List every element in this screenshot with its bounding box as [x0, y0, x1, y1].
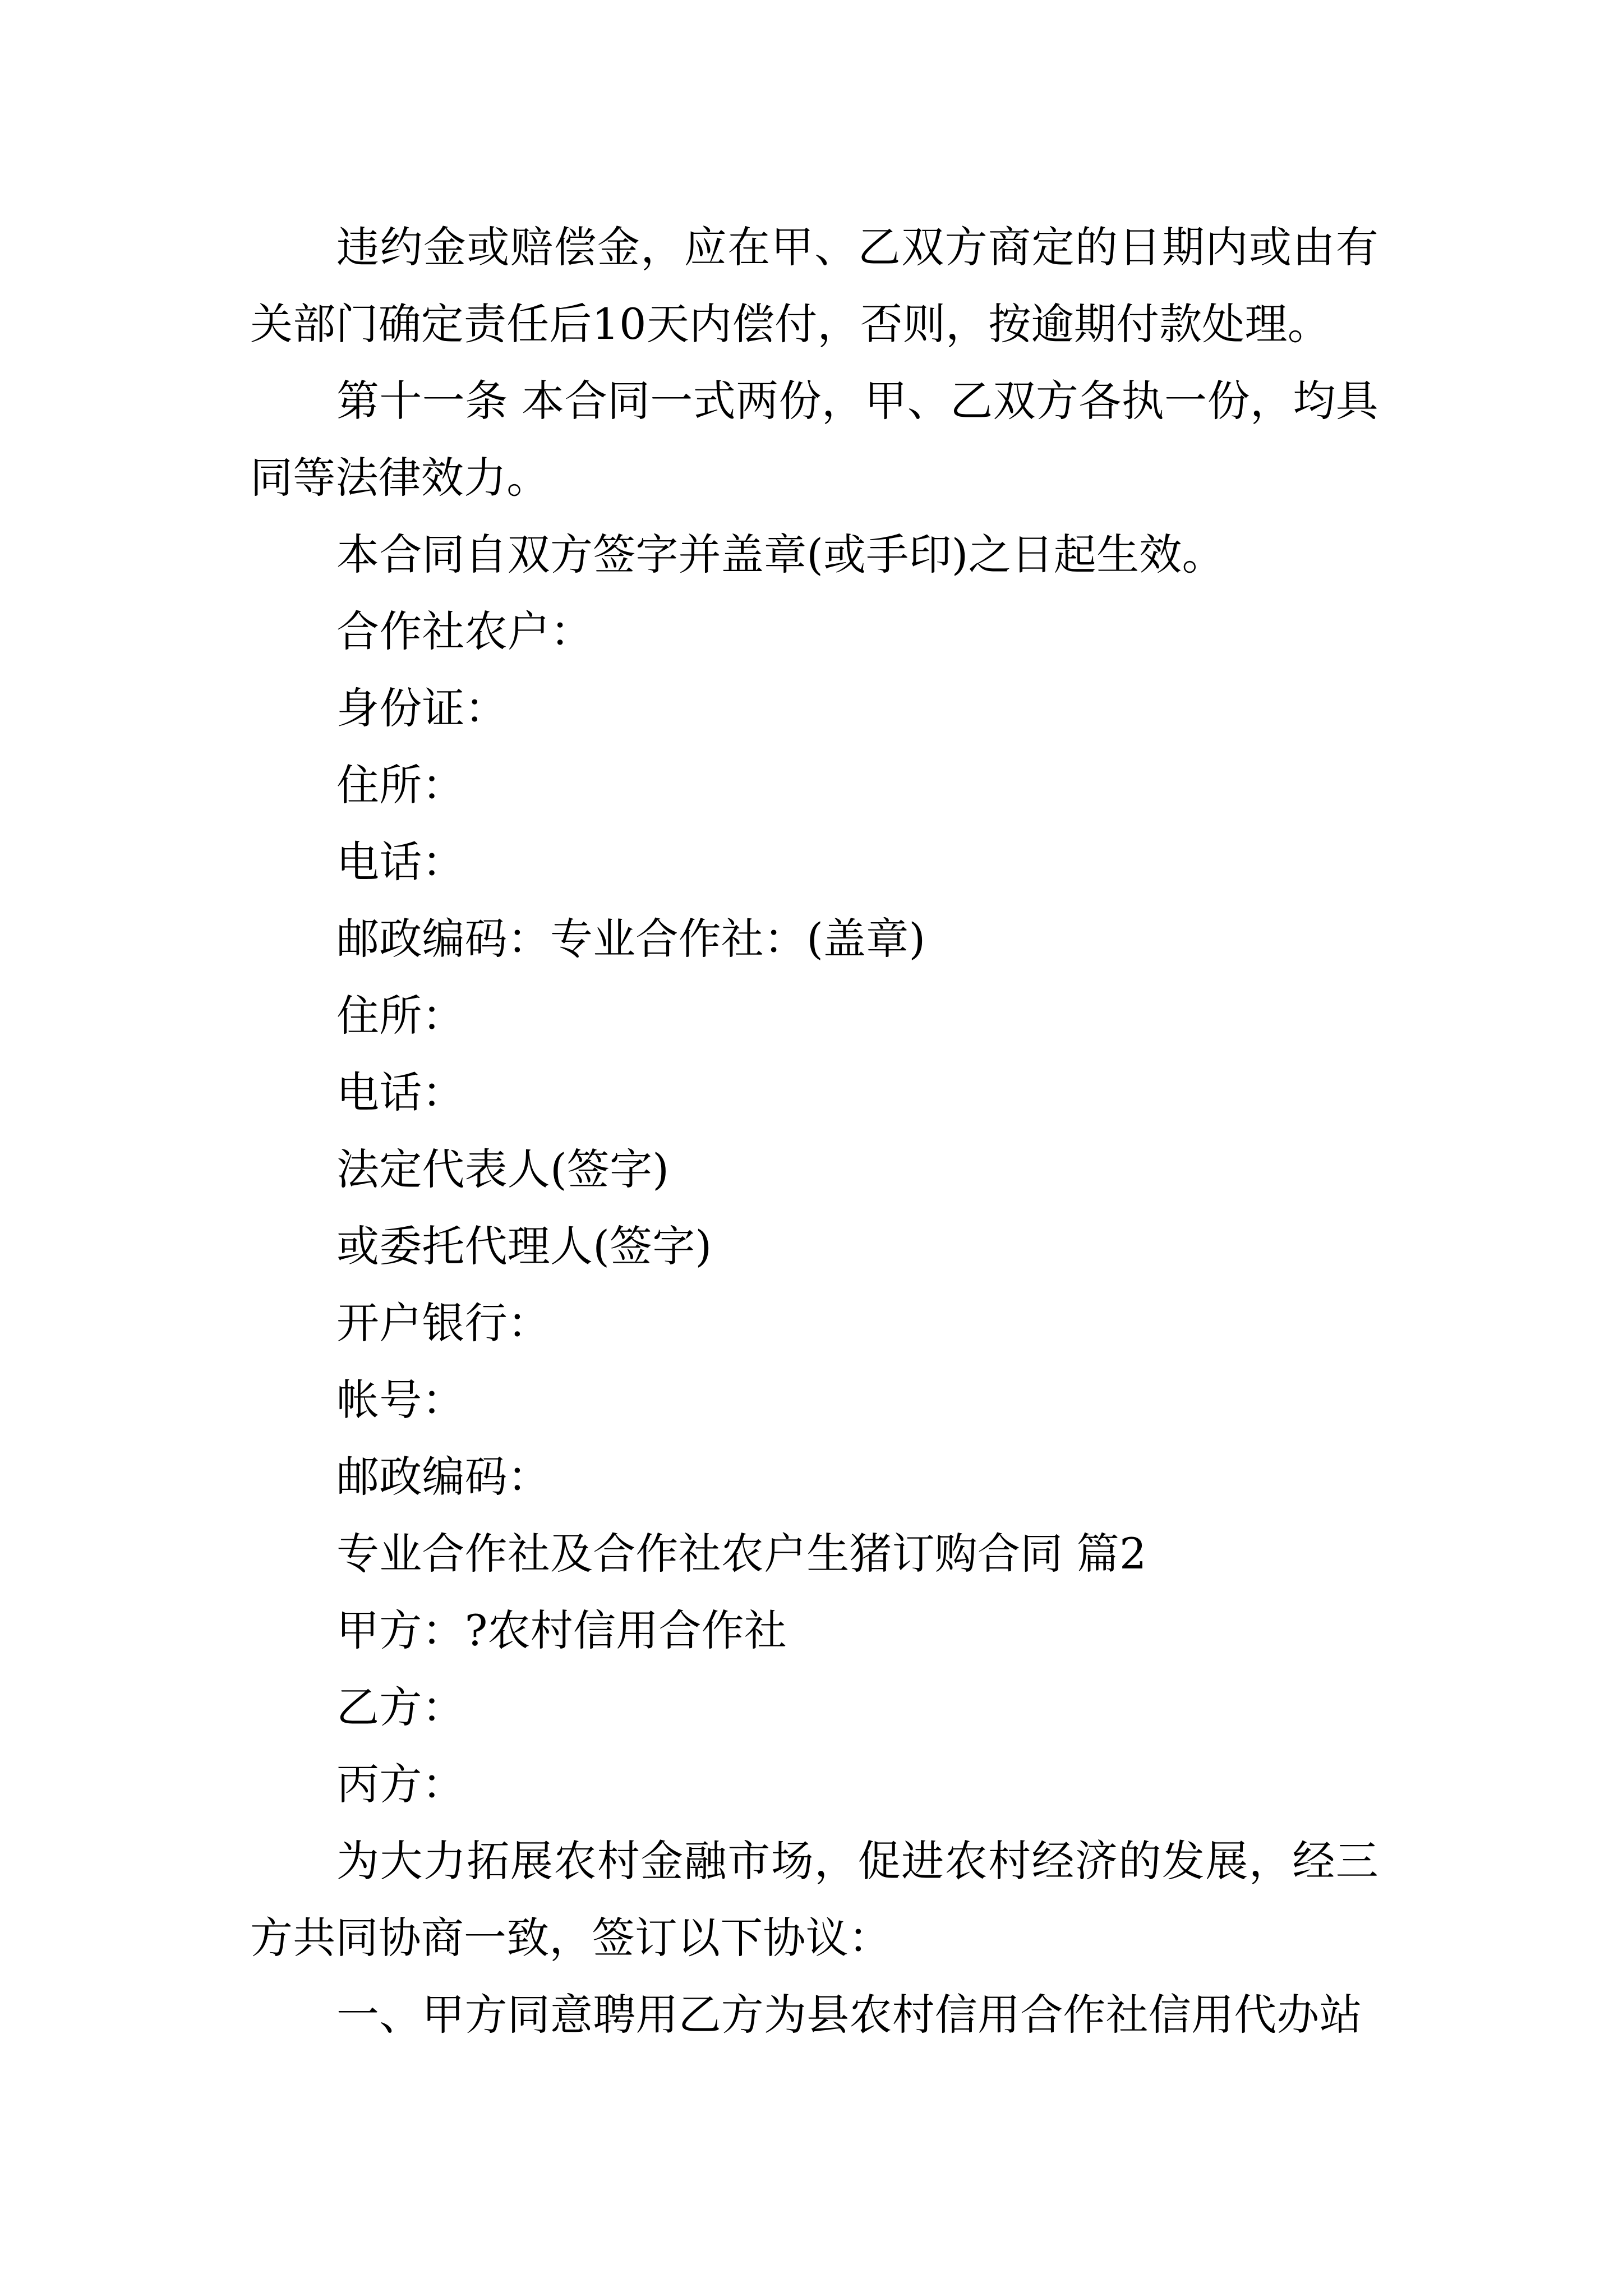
paragraph-clause-one: 一、甲方同意聘用乙方为县农村信用合作社信用代办站 — [336, 1990, 1362, 2040]
field-party-a: 甲方：?农村信用合作社 — [336, 1605, 787, 1655]
field-cooperative-farmer: 合作社农户： — [336, 606, 593, 656]
paragraph-effective-date: 本合同自双方签字并盖章(或手印)之日起生效。 — [336, 530, 1225, 579]
field-authorized-agent: 或委托代理人(签字) — [336, 1221, 712, 1271]
field-id-card: 身份证： — [336, 683, 508, 733]
field-bank: 开户银行： — [336, 1298, 550, 1348]
document-body — [250, 209, 1378, 2053]
field-phone-farmer: 电话： — [336, 837, 465, 887]
field-address-farmer: 住所： — [336, 760, 465, 810]
field-postcode: 邮政编码： — [336, 1452, 550, 1502]
field-phone-cooperative: 电话： — [336, 1068, 465, 1117]
paragraph-article-eleven: 第十一条 本合同一式两份，甲、乙双方各执一份，均具同等法律效力。 — [250, 376, 1378, 503]
section-title-contract-2: 专业合作社及合作社农户生猪订购合同 篇2 — [336, 1529, 1147, 1579]
paragraph-compensation-terms: 违约金或赔偿金，应在甲、乙双方商定的日期内或由有关部门确定责任后10天内偿付，否则，按逾期付款处理。 — [250, 222, 1378, 349]
field-party-b: 乙方： — [336, 1682, 465, 1732]
field-address-cooperative: 住所： — [336, 991, 465, 1041]
paragraph-agreement-intro: 为大力拓展农村金融市场，促进农村经济的发展，经三方共同协商一致，签订以下协议： — [250, 1836, 1378, 1963]
field-party-c: 丙方： — [336, 1759, 465, 1809]
field-account-number: 帐号： — [336, 1375, 465, 1425]
field-postcode-cooperative-seal: 邮政编码：专业合作社：(盖章) — [336, 914, 926, 964]
field-legal-representative: 法定代表人(签字) — [336, 1144, 670, 1194]
